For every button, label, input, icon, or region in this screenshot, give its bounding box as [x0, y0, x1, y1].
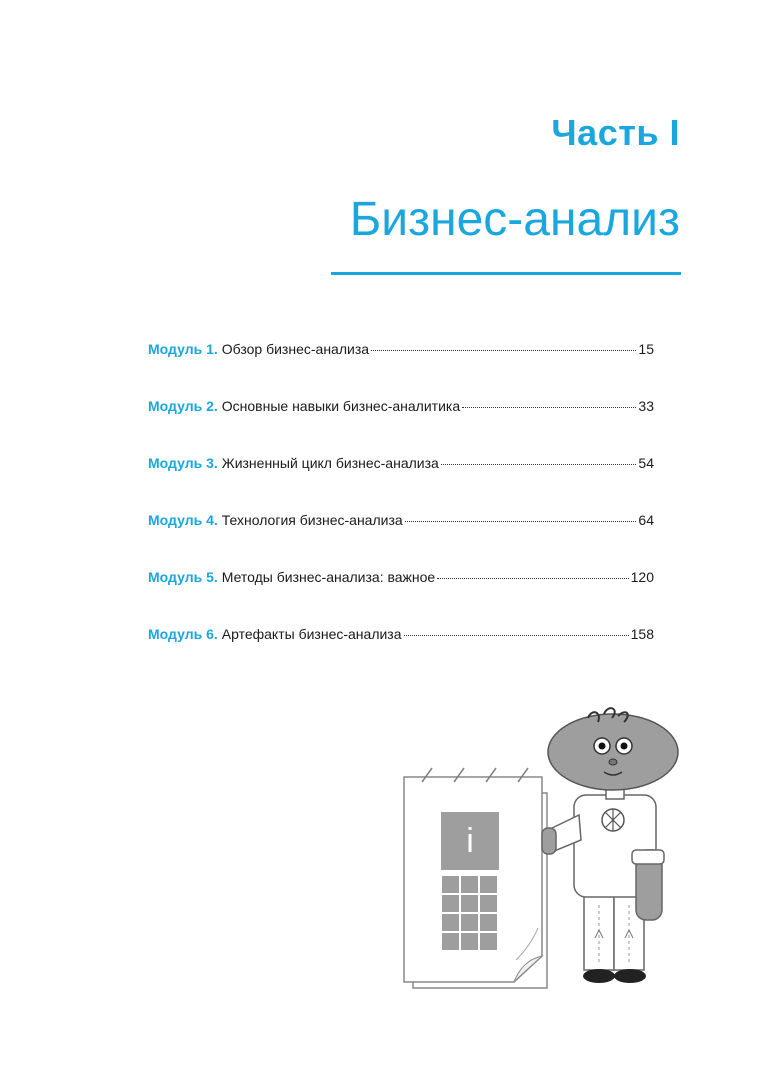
toc-page-number: 33	[638, 398, 654, 414]
toc-page-number: 54	[638, 455, 654, 471]
toc-entry[interactable]	[148, 569, 654, 626]
toc-leader-dots	[462, 407, 636, 408]
toc-entry[interactable]	[148, 626, 654, 683]
page-title: Бизнес-анализ	[349, 193, 680, 246]
character	[542, 708, 678, 983]
toc-leader-dots	[404, 635, 629, 636]
toc-leader-dots	[441, 464, 637, 465]
toc-leader-dots	[437, 578, 628, 579]
toc-entry[interactable]	[148, 341, 654, 398]
toc-entry[interactable]	[148, 455, 654, 512]
toc-page-number: 15	[638, 341, 654, 357]
toc-entry[interactable]	[148, 512, 654, 569]
toc-page-number: 120	[630, 569, 654, 585]
toc-entry-title: Методы бизнес-анализа: важное	[221, 569, 436, 585]
toc-leader-dots	[371, 350, 636, 351]
toc-entry-title: Артефакты бизнес-анализа	[221, 626, 402, 642]
toc-module-label: Модуль 5.	[148, 569, 218, 585]
toc-module-label: Модуль 3.	[148, 455, 218, 471]
toc-page-number: 158	[630, 626, 654, 642]
toc-page-number: 64	[638, 512, 654, 528]
table-of-contents	[148, 341, 654, 683]
info-icon-letter: i	[466, 822, 474, 860]
part-title: Часть I	[551, 112, 680, 153]
toc-entry-title: Обзор бизнес-анализа	[221, 341, 370, 357]
grid-tiles	[441, 875, 498, 951]
toc-entry-title: Основные навыки бизнес-аналитика	[221, 398, 461, 414]
toc-module-label: Модуль 1.	[148, 341, 218, 357]
toc-leader-dots	[405, 521, 637, 522]
toc-entry[interactable]	[148, 398, 654, 455]
toc-entry-title: Технология бизнес-анализа	[221, 512, 403, 528]
toc-module-label: Модуль 2.	[148, 398, 218, 414]
toc-entry-title: Жизненный цикл бизнес-анализа	[221, 455, 439, 471]
toc-module-label: Модуль 4.	[148, 512, 218, 528]
mascot-illustration	[396, 700, 696, 1000]
title-divider	[331, 272, 681, 275]
toc-module-label: Модуль 6.	[148, 626, 218, 642]
